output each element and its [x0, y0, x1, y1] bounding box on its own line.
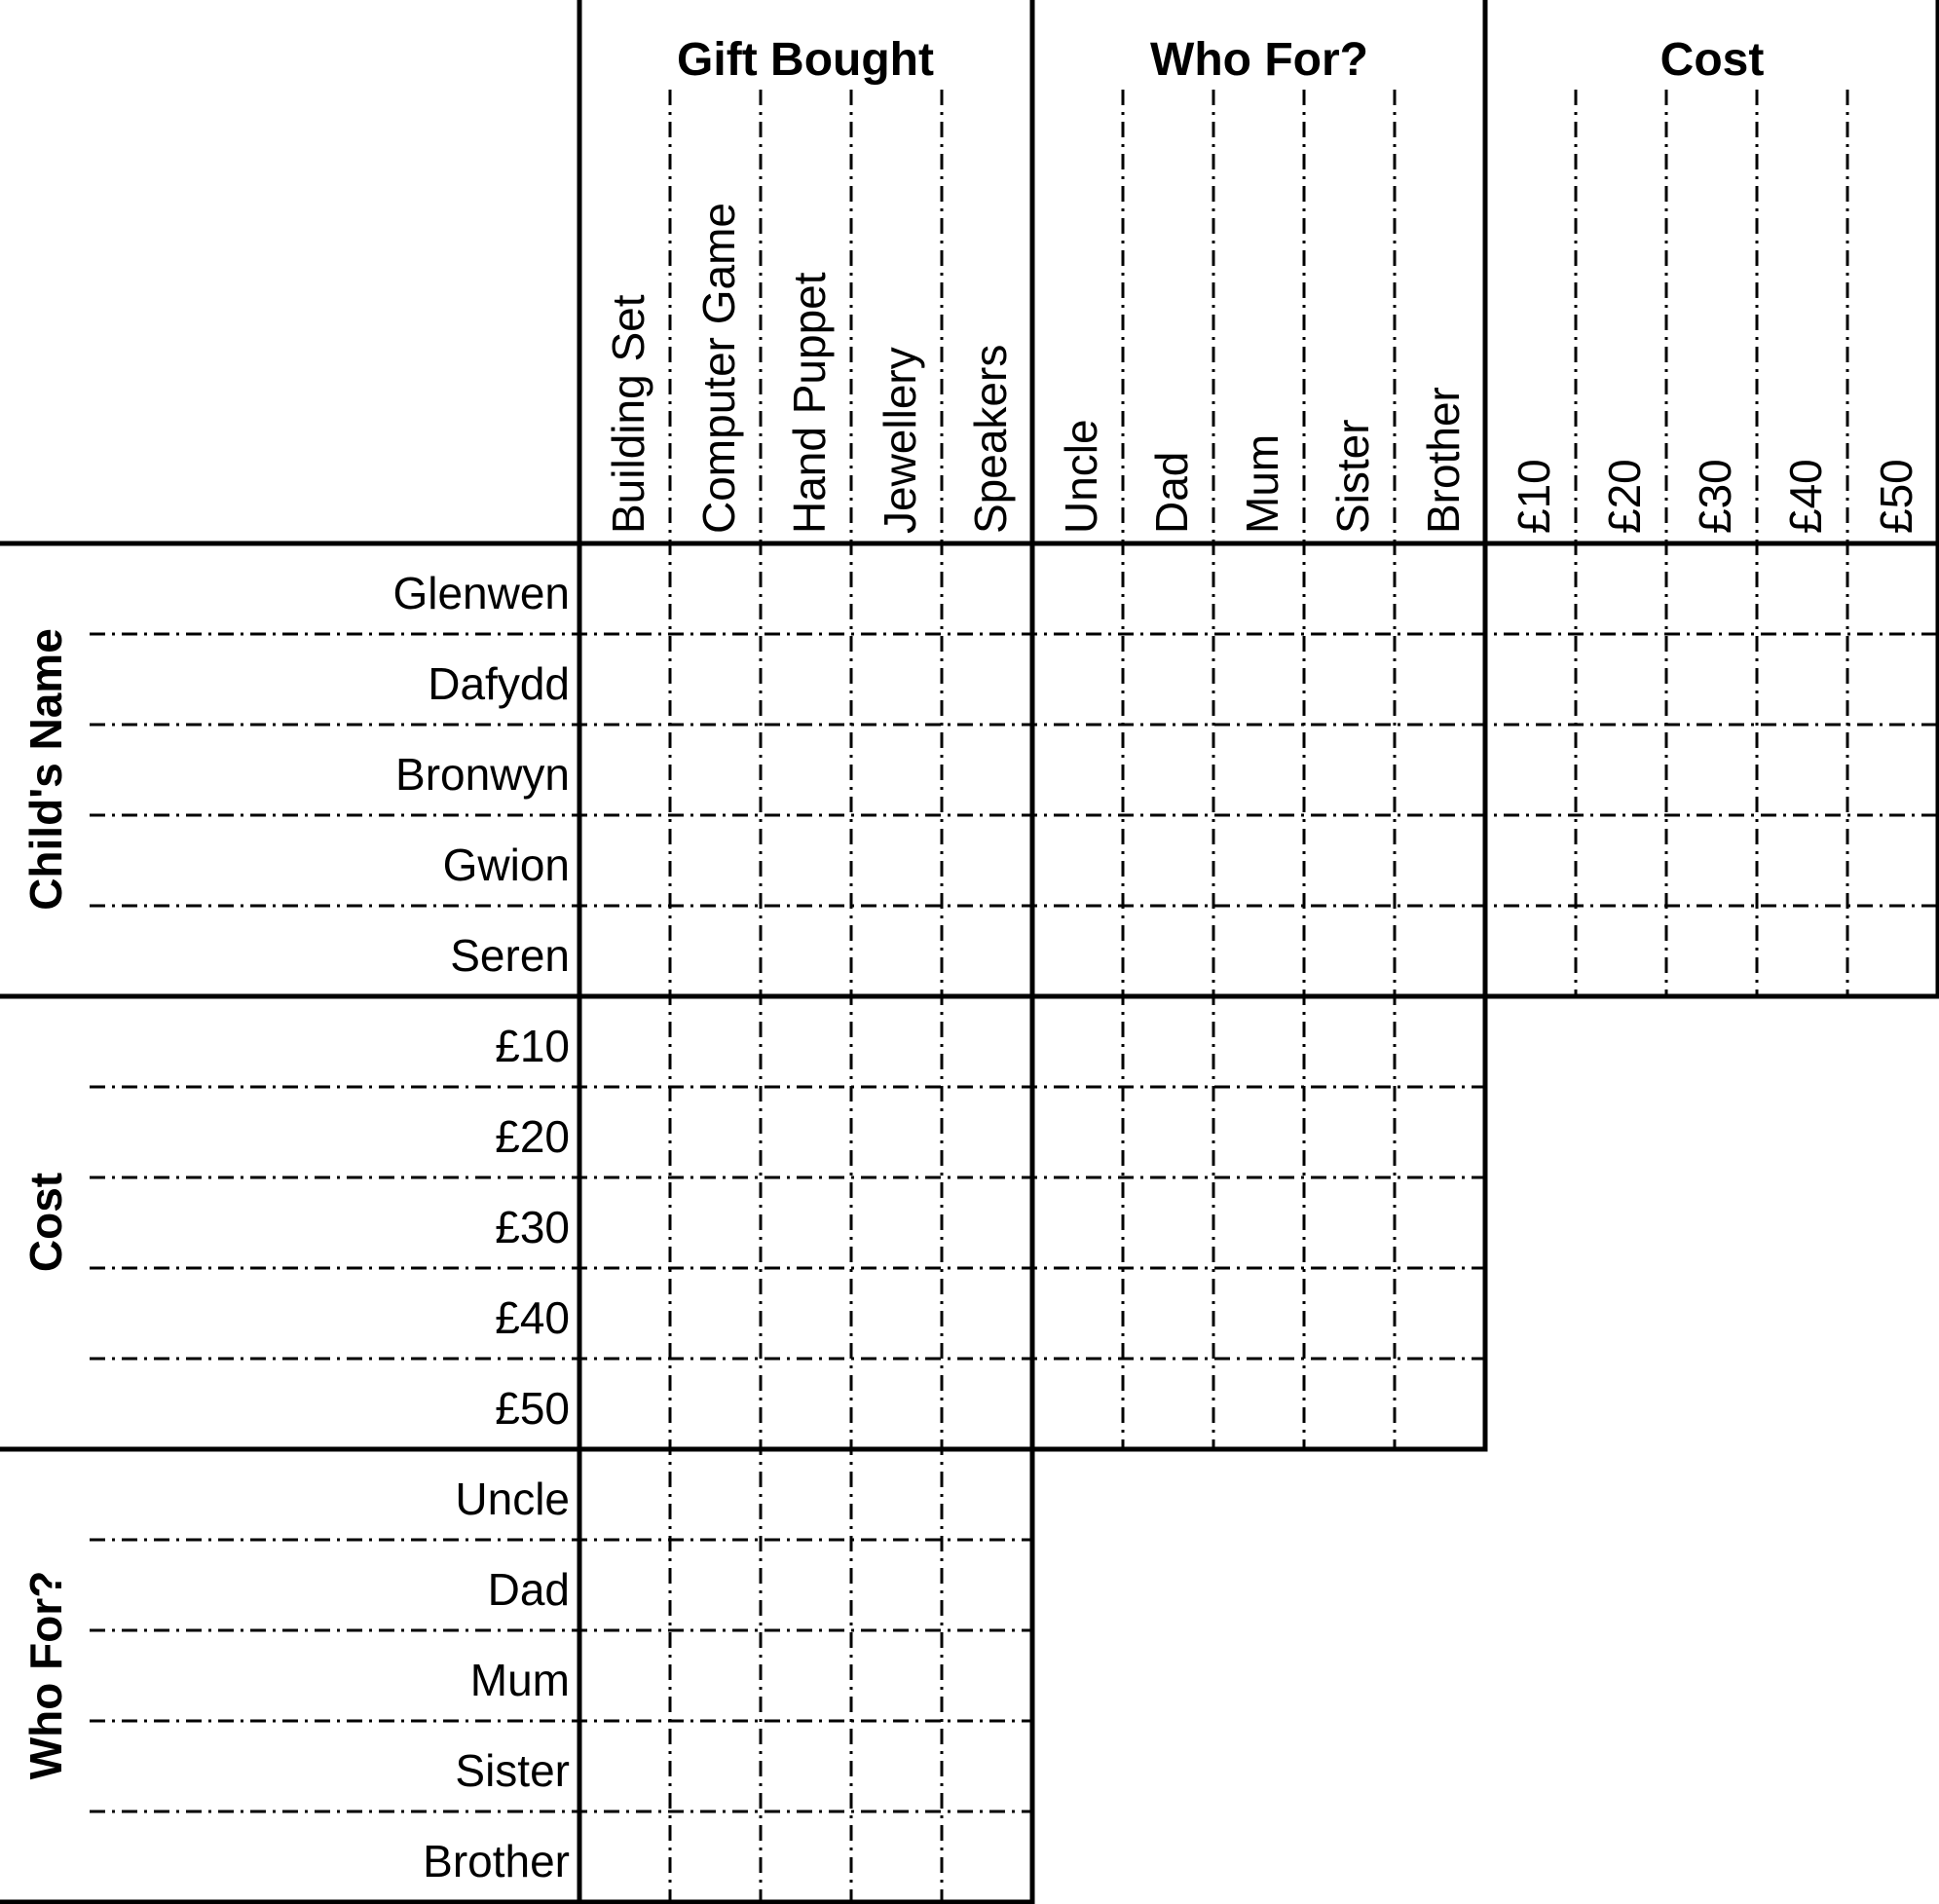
row-label: Sister: [455, 1745, 570, 1796]
grid-cell[interactable]: [673, 909, 758, 993]
grid-cell[interactable]: [1035, 728, 1120, 812]
grid-cell[interactable]: [1488, 728, 1573, 812]
grid-cell[interactable]: [1398, 999, 1482, 1084]
grid-cell[interactable]: [582, 1452, 667, 1537]
column-label: £30: [1690, 459, 1740, 534]
grid-cell[interactable]: [945, 1452, 1029, 1537]
grid-cell[interactable]: [673, 728, 758, 812]
grid-cell[interactable]: [1216, 999, 1301, 1084]
grid-cell[interactable]: [764, 1271, 848, 1356]
grid-cell[interactable]: [582, 1271, 667, 1356]
grid-cell[interactable]: [1126, 818, 1211, 903]
grid-cell[interactable]: [582, 818, 667, 903]
grid-cell[interactable]: [764, 1814, 848, 1899]
grid-cell[interactable]: [582, 1362, 667, 1446]
column-label: Jewellery: [875, 347, 925, 534]
grid-cell[interactable]: [764, 909, 848, 993]
grid-cell[interactable]: [673, 1633, 758, 1718]
row-label: £50: [495, 1383, 570, 1434]
row-label: Mum: [469, 1655, 570, 1705]
grid-cell[interactable]: [582, 728, 667, 812]
grid-cell[interactable]: [1307, 637, 1392, 722]
column-label: £40: [1780, 459, 1831, 534]
grid-cell[interactable]: [764, 1633, 848, 1718]
column-label: Sister: [1327, 419, 1378, 534]
row-label: Dafydd: [428, 658, 570, 709]
grid-cell[interactable]: [854, 1814, 939, 1899]
grid-cell[interactable]: [945, 1814, 1029, 1899]
column-label: Dad: [1146, 451, 1197, 534]
grid-cell[interactable]: [1850, 909, 1935, 993]
grid-cell[interactable]: [945, 546, 1029, 631]
grid-cell[interactable]: [854, 1362, 939, 1446]
grid-cell[interactable]: [1669, 818, 1754, 903]
grid-cell[interactable]: [764, 999, 848, 1084]
grid-cell[interactable]: [764, 546, 848, 631]
grid-cell[interactable]: [1669, 728, 1754, 812]
grid-cell[interactable]: [582, 909, 667, 993]
grid-cell[interactable]: [1850, 637, 1935, 722]
grid-cell[interactable]: [673, 546, 758, 631]
grid-cell[interactable]: [1035, 637, 1120, 722]
grid-cell[interactable]: [1488, 909, 1573, 993]
grid-cell[interactable]: [945, 1362, 1029, 1446]
grid-cell[interactable]: [945, 1724, 1029, 1809]
grid-cell[interactable]: [764, 637, 848, 722]
grid-cell[interactable]: [1126, 1090, 1211, 1175]
grid-cell[interactable]: [1216, 818, 1301, 903]
grid-cell[interactable]: [1850, 546, 1935, 631]
column-label: £50: [1871, 459, 1921, 534]
grid-cell[interactable]: [1035, 546, 1120, 631]
grid-cell[interactable]: [582, 1724, 667, 1809]
grid-cell[interactable]: [1579, 637, 1663, 722]
grid-cell[interactable]: [1398, 1271, 1482, 1356]
grid-cell[interactable]: [1035, 818, 1120, 903]
grid-cell[interactable]: [945, 999, 1029, 1084]
grid-cell[interactable]: [1850, 818, 1935, 903]
row-label: £20: [495, 1111, 570, 1162]
grid-cell[interactable]: [854, 1180, 939, 1265]
grid-cell[interactable]: [1216, 637, 1301, 722]
row-group-title: Who For?: [20, 1570, 71, 1780]
grid-cell[interactable]: [1398, 637, 1482, 722]
grid-cell[interactable]: [1035, 1271, 1120, 1356]
grid-cell[interactable]: [1307, 1090, 1392, 1175]
grid-cell[interactable]: [582, 637, 667, 722]
grid-cell[interactable]: [1669, 909, 1754, 993]
row-label: Uncle: [455, 1474, 570, 1524]
grid-cell[interactable]: [764, 728, 848, 812]
grid-cell[interactable]: [1126, 546, 1211, 631]
grid-cell[interactable]: [673, 818, 758, 903]
column-group-title: Gift Bought: [677, 34, 934, 86]
grid-cell[interactable]: [1579, 546, 1663, 631]
grid-cell[interactable]: [1307, 818, 1392, 903]
grid-cell[interactable]: [1126, 1271, 1211, 1356]
grid-cell[interactable]: [1307, 999, 1392, 1084]
grid-cell[interactable]: [1126, 999, 1211, 1084]
grid-cell[interactable]: [582, 546, 667, 631]
grid-cell[interactable]: [1216, 1271, 1301, 1356]
grid-cell[interactable]: [1488, 818, 1573, 903]
grid-cell[interactable]: [1307, 1271, 1392, 1356]
grid-cell[interactable]: [1398, 546, 1482, 631]
grid-cell[interactable]: [673, 1814, 758, 1899]
grid-cell[interactable]: [764, 1724, 848, 1809]
grid-cell[interactable]: [673, 1271, 758, 1356]
grid-cell[interactable]: [854, 1543, 939, 1627]
grid-cell[interactable]: [673, 1543, 758, 1627]
grid-cell[interactable]: [1126, 637, 1211, 722]
column-label: Uncle: [1056, 419, 1106, 534]
grid-cell[interactable]: [945, 1271, 1029, 1356]
grid-cell[interactable]: [764, 1180, 848, 1265]
grid-cell[interactable]: [1398, 1090, 1482, 1175]
grid-cell[interactable]: [1307, 546, 1392, 631]
column-label: Hand Puppet: [784, 272, 835, 534]
column-label: Speakers: [965, 344, 1016, 534]
grid-cell[interactable]: [854, 999, 939, 1084]
grid-cell[interactable]: [582, 999, 667, 1084]
grid-cell[interactable]: [854, 909, 939, 993]
grid-cell[interactable]: [854, 728, 939, 812]
grid-cell[interactable]: [1035, 1180, 1120, 1265]
grid-cell[interactable]: [1035, 1362, 1120, 1446]
grid-cell[interactable]: [1216, 1180, 1301, 1265]
grid-cell[interactable]: [945, 728, 1029, 812]
grid-cell[interactable]: [1216, 909, 1301, 993]
grid-cell[interactable]: [1398, 1180, 1482, 1265]
grid-cell[interactable]: [1579, 909, 1663, 993]
grid-cell[interactable]: [854, 637, 939, 722]
column-label: £20: [1599, 459, 1650, 534]
grid-cell[interactable]: [1307, 728, 1392, 812]
grid-cell[interactable]: [582, 1633, 667, 1718]
column-label: Brother: [1418, 387, 1469, 534]
row-label: £10: [495, 1021, 570, 1071]
grid-cell[interactable]: [1760, 909, 1845, 993]
grid-cell[interactable]: [945, 637, 1029, 722]
grid-cell[interactable]: [673, 1180, 758, 1265]
row-label: Glenwen: [392, 568, 570, 618]
grid-cell[interactable]: [1035, 999, 1120, 1084]
grid-cell[interactable]: [582, 1090, 667, 1175]
grid-cell[interactable]: [854, 1724, 939, 1809]
grid-cell[interactable]: [1398, 818, 1482, 903]
grid-cell[interactable]: [945, 1633, 1029, 1718]
grid-cell[interactable]: [854, 1452, 939, 1537]
row-label: £30: [495, 1202, 570, 1252]
grid-cell[interactable]: [1398, 909, 1482, 993]
grid-cell[interactable]: [1126, 1180, 1211, 1265]
grid-cell[interactable]: [854, 1271, 939, 1356]
column-label: Computer Game: [693, 202, 744, 534]
grid-cell[interactable]: [673, 637, 758, 722]
grid-cell[interactable]: [1307, 1362, 1392, 1446]
grid-cell[interactable]: [1760, 546, 1845, 631]
grid-cell[interactable]: [1216, 1362, 1301, 1446]
grid-cell[interactable]: [1669, 637, 1754, 722]
column-group-title: Who For?: [1150, 34, 1368, 86]
grid-cell[interactable]: [1216, 1090, 1301, 1175]
row-label: Bronwyn: [395, 749, 570, 800]
grid-cell[interactable]: [1488, 546, 1573, 631]
row-label: Gwion: [442, 840, 570, 890]
grid-cell[interactable]: [1760, 728, 1845, 812]
grid-cell[interactable]: [1398, 728, 1482, 812]
column-group-title: Cost: [1659, 34, 1765, 86]
grid-cell[interactable]: [945, 818, 1029, 903]
grid-cell[interactable]: [1398, 1362, 1482, 1446]
grid-cell[interactable]: [673, 1724, 758, 1809]
grid-cell[interactable]: [764, 818, 848, 903]
grid-cell[interactable]: [764, 1090, 848, 1175]
grid-cell[interactable]: [1488, 637, 1573, 722]
grid-cell[interactable]: [945, 909, 1029, 993]
row-label: Dad: [487, 1564, 570, 1615]
grid-cell[interactable]: [1216, 728, 1301, 812]
grid-cell[interactable]: [1307, 1180, 1392, 1265]
grid-cell[interactable]: [1579, 818, 1663, 903]
row-label: Brother: [423, 1836, 570, 1886]
grid-cell[interactable]: [854, 546, 939, 631]
grid-cell[interactable]: [1760, 637, 1845, 722]
grid-cell[interactable]: [1669, 546, 1754, 631]
grid-cell[interactable]: [1579, 728, 1663, 812]
grid-cell[interactable]: [945, 1543, 1029, 1627]
grid-cell[interactable]: [854, 1090, 939, 1175]
grid-cell[interactable]: [764, 1543, 848, 1627]
grid-cell[interactable]: [582, 1543, 667, 1627]
grid-cell[interactable]: [673, 1090, 758, 1175]
grid-cell[interactable]: [1126, 1362, 1211, 1446]
grid-cell[interactable]: [854, 818, 939, 903]
grid-cell[interactable]: [764, 1362, 848, 1446]
row-label: Seren: [450, 930, 570, 981]
grid-cell[interactable]: [764, 1452, 848, 1537]
grid-cell[interactable]: [1126, 728, 1211, 812]
row-label: £40: [495, 1292, 570, 1343]
grid-cell[interactable]: [1216, 546, 1301, 631]
grid-cell[interactable]: [1035, 1090, 1120, 1175]
grid-cell[interactable]: [673, 1362, 758, 1446]
grid-cell[interactable]: [582, 1814, 667, 1899]
grid-cell[interactable]: [1035, 909, 1120, 993]
grid-cell[interactable]: [1307, 909, 1392, 993]
grid-cell[interactable]: [1850, 728, 1935, 812]
grid-cell[interactable]: [854, 1633, 939, 1718]
grid-cell[interactable]: [673, 999, 758, 1084]
grid-cell[interactable]: [1126, 909, 1211, 993]
column-label: £10: [1509, 459, 1559, 534]
grid-cell[interactable]: [945, 1180, 1029, 1265]
row-group-title: Cost: [20, 1172, 71, 1273]
grid-cell[interactable]: [1760, 818, 1845, 903]
grid-cell[interactable]: [582, 1180, 667, 1265]
grid-cell[interactable]: [673, 1452, 758, 1537]
column-label: Mum: [1237, 433, 1287, 534]
row-group-title: Child's Name: [20, 628, 71, 911]
column-label: Building Set: [603, 294, 653, 534]
grid-cell[interactable]: [945, 1090, 1029, 1175]
